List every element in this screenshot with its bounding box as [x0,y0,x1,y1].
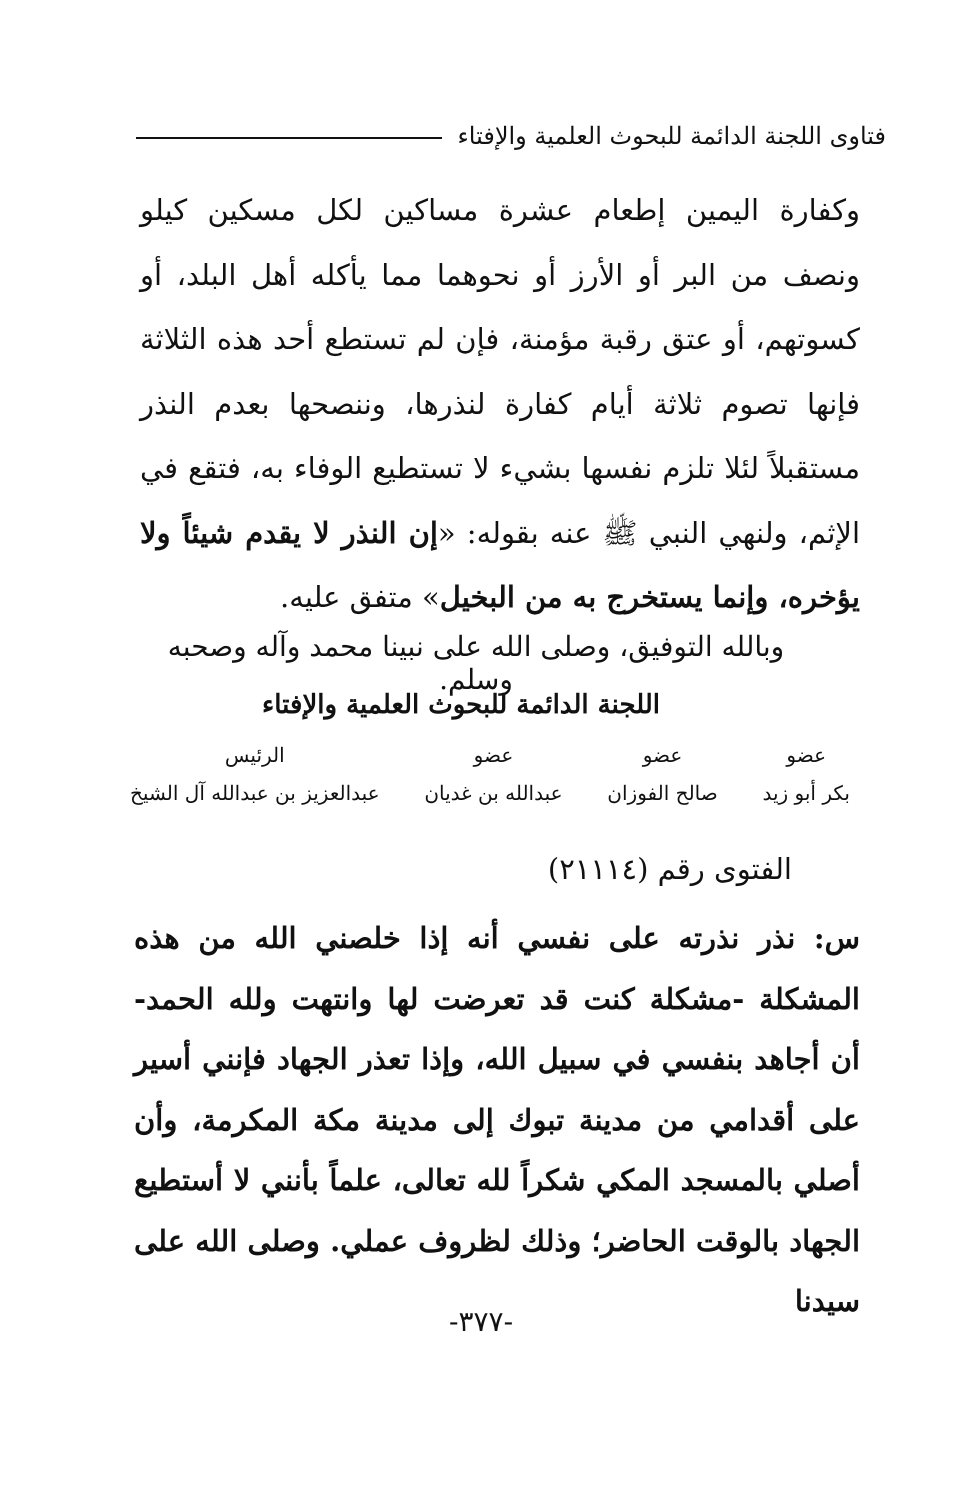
signature-role: عضو [473,743,514,767]
question-text: س: نذر نذرته على نفسي أنه إذا خلصني الله من هذه المشكلة -مشكلة كنت قد تعرضت لها وانتهت ولله الحمد- أن أجاهد بنفسي في سبيل الله، وإذا تعذر الجهاد فإنني أسير على أقدامي من مدينة تبوك إلى مدينة مكة المكرمة، وأن أصلي بالمسجد المكي شكراً لله تعالى، علماً بأنني لا أستطيع الجهاد بالوقت الحاضر؛ وذلك لظروف عملي. وصلى الله على سيدنا [134,921,860,1318]
fatwa-number: الفتوى رقم (٢١١١٤) [547,852,792,886]
running-header-title: فتاوى اللجنة الدائمة للبحوث العلمية والإفتاء [457,122,886,150]
signature-member-3 [424,740,562,808]
answer-paragraph [140,178,860,630]
signature-member-1 [762,740,850,808]
committee-name: اللجنة الدائمة للبحوث العلمية والإفتاء [262,690,660,720]
running-header [136,122,886,150]
closing-line: وبالله التوفيق، وصلى الله على نبينا محمد وآله وصحبه وسلم. [167,630,785,696]
fatwa-question [134,908,860,1332]
signature-role: عضو [642,743,683,767]
page-number: -٣٧٧- [448,1305,514,1338]
signature-member-2 [607,740,717,808]
answer-text-end: » متفق عليه. [280,580,440,614]
signature-name: بكر أبو زيد [762,781,850,805]
signature-president [130,740,380,808]
answer-text-start: وكفارة اليمين إطعام عشرة مساكين لكل مسكين كيلو ونصف من البر أو الأرز أو نحوهما مما يأكله أهل البلد، أو كسوتهم، أو عتق رقبة مؤمنة، فإن لم تستطع أحد هذه الثلاثة فإنها تصوم ثلاثة أيام كفارة لنذرها، وننصحها بعدم النذر مستقبلاً لئلا تلزم نفسها بشيء لا تستطيع الوفاء به، فتقع في الإثم، ولنهي النبي ﷺ عنه بقوله: « [140,193,860,550]
signature-role: عضو [786,743,827,767]
hadith-quote: إن النذر لا يقدم شيئاً ولا يؤخره، وإنما يستخرج به من البخيل [140,515,860,614]
signature-name: عبدالله بن غديان [424,781,563,805]
signature-name: صالح الفوزان [607,781,718,805]
signature-name: عبدالعزيز بن عبدالله آل الشيخ [130,781,380,805]
header-rule [136,137,442,139]
signature-role: الرئيس [224,743,285,767]
fatwa-answer-body [140,178,860,630]
signatures [130,740,850,808]
